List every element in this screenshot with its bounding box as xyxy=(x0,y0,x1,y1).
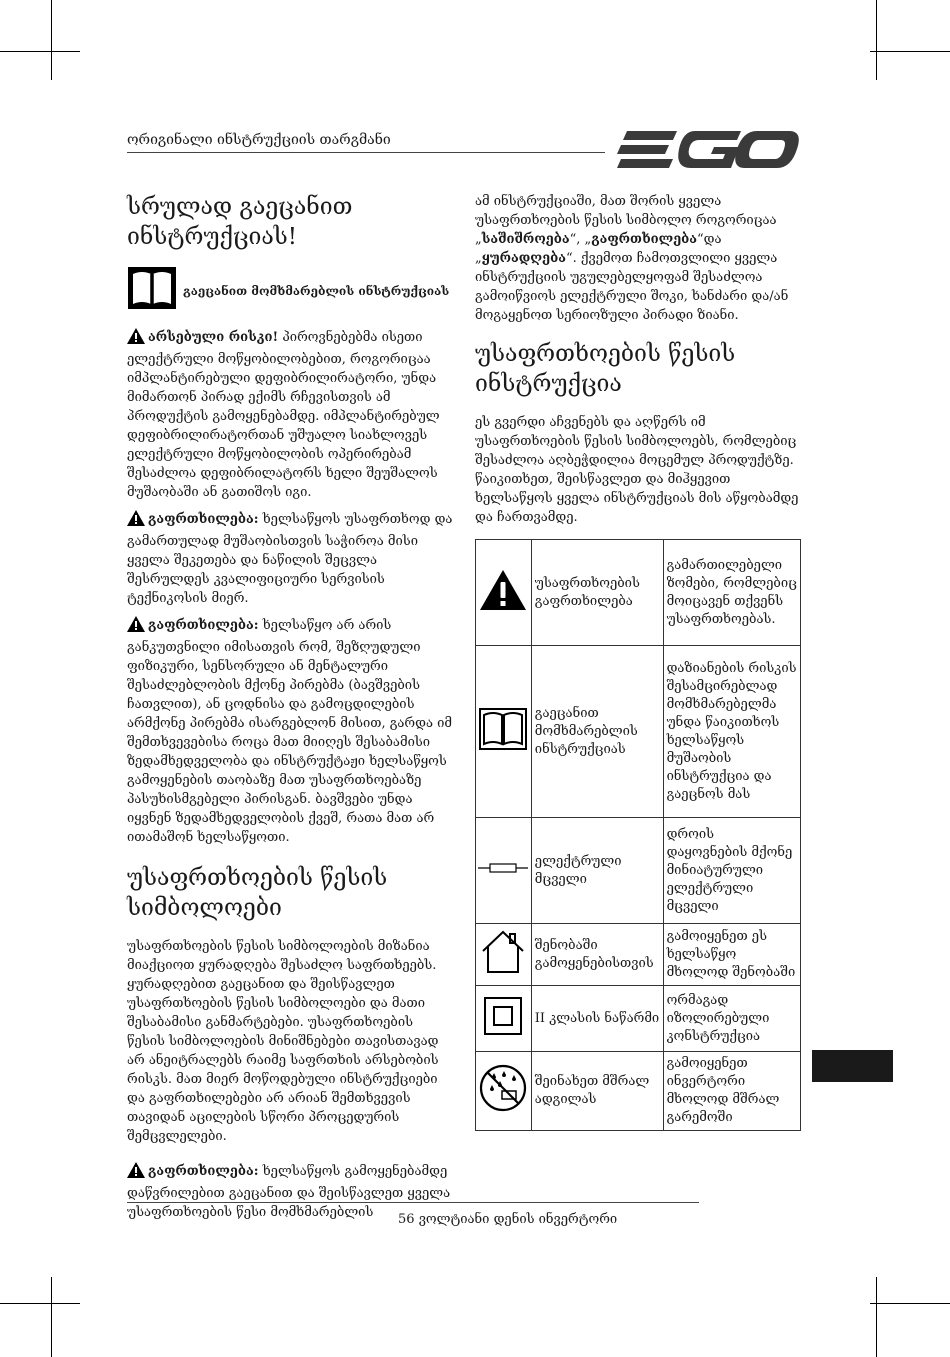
page-footer xyxy=(398,1212,617,1227)
heading-read-manual: სრულად გაეცანით ინსტრუქციას! xyxy=(127,194,353,250)
table-row xyxy=(476,986,801,1052)
footer-text: ვოლტიანი დენის ინვერტორი xyxy=(418,1212,618,1227)
signal-words-text: ამ ინსტრუქციაში, მათ შორის ყველა უსაფრთხოების წესის სიმბოლო როგორიცაა xyxy=(475,194,777,228)
house-icon xyxy=(476,924,532,986)
warning-lead: გაფრთხილება: xyxy=(148,1164,259,1179)
symbol-desc: დროის დაყოვნების მქონე მინიატურული ელექტრული მცველი xyxy=(663,818,800,924)
ego-logo xyxy=(617,129,799,175)
fuse-icon xyxy=(476,818,532,924)
symbol-desc: ორმაგად იზოლირებული კონსტრუქცია xyxy=(663,986,800,1052)
table-row xyxy=(476,646,801,818)
signal-separator: “და „ xyxy=(475,232,722,266)
residual-risk-lead: არსებული რისკი! xyxy=(148,330,279,345)
signal-caution: ყურადღება xyxy=(481,251,566,266)
symbol-desc: გამოიყენეთ ინვერტორი მხოლოდ მშრალ გარემოში xyxy=(663,1052,800,1131)
symbol-desc: გამოიყენეთ ეს ხელსაწყო მხოლოდ შენობაში xyxy=(663,924,800,986)
warning-service-text: ხელსაწყოს უსაფრთხოდ და გამართულად მუშაობისთვის საჭიროა მისი ყველა შეკეთება და ნაწილის შეცვლა შესრულდეს კვალიფიციური სერვისის ტექნიკოსის მიერ. xyxy=(127,512,453,606)
page-header: ორიგინალი ინსტრუქციის თარგმანი xyxy=(127,132,391,148)
table-row xyxy=(476,924,801,986)
table-row xyxy=(476,540,801,646)
table-row xyxy=(476,1052,801,1131)
footer-rule xyxy=(127,1202,699,1203)
keep-dry-icon xyxy=(476,1052,532,1131)
symbol-desc: დაზიანების რისკის შესამცირებლად მომხმარებელმა უნდა წაიკითხოს ხელსაწყოს მუშაობის ინსტრუქცია და გაეცნოს მას xyxy=(663,646,800,818)
warning-triangle-icon xyxy=(127,510,145,532)
signal-warning: გაფრთხილება xyxy=(591,232,698,247)
safety-symbols-paragraph: უსაფრთხოების წესის სიმბოლოების მიზანია მიაქციოთ ყურადღება შესაძლო საფრთხეებს. ყურადღებით გაეცანით და შეისწავლეთ უსაფრთხოების წესის სიმბოლოები და მათი შესაბამისი განმარტებები. უსაფრთხოების წესის სიმბოლოების მინიშნებები თავისთავად არ ანეიტრალებს რაიმე საფრთხის არსებობის რისკს. მათ მიერ მოწოდებული ინსტრუქციები და გაფრთხილებები არ არიან შემთხვევის თავიდან აცილების სწორი პროცედურის შემცვლელები. xyxy=(127,939,439,1144)
header-rule xyxy=(127,152,605,153)
warning-lead: გაფრთხილება: xyxy=(148,512,259,527)
warning-children-paragraph xyxy=(127,616,453,847)
book-icon xyxy=(127,266,177,316)
signal-separator: “, „ xyxy=(569,232,592,247)
warning-triangle-icon xyxy=(127,328,145,350)
table-row xyxy=(476,818,801,924)
symbol-name: II კლასის ნაწარმი xyxy=(531,986,663,1052)
warning-service-paragraph xyxy=(127,510,453,608)
warning-triangle-icon xyxy=(127,616,145,638)
section-tab xyxy=(812,1050,893,1082)
warning-triangle-icon xyxy=(476,540,532,646)
signal-words-paragraph: ამ ინსტრუქციაში, მათ შორის ყველა უსაფრთხოების წესის სიმბოლო როგორიცაა „საშიშროება“, „გაფრთხილება“და „ყურადღება“. ქვემოთ ჩამოთვლილი ყველა ინსტრუქციის უგულებელყოფამ შესაძლოა გამოიწვიოს ელექტრული შოკი, ხანძარი და/ან მოგაყენოთ სერიოზული პირადი ზიანი. xyxy=(475,194,789,323)
residual-risk-text: პიროვნებებმა ისეთი ელექტრული მოწყობილობებით, როგორიცაა იმპლანტირებული დეფიბრილირატორი, უნდა მიმართონ პირად ექიმს რჩევისთვის ამ პროდუქტის გამოყენებამდე. იმპლანტირებულ დეფიბრილირატორთან უშუალო სიახლოვეს ელექტრული მოწყობილობის ოპერირებამ შესაძლოა დეფიბრილატორს ხელი შეუშალოს მუშაობაში ან გათიშოს იგი. xyxy=(127,330,440,500)
symbol-name: შენობაში გამოყენებისთვის xyxy=(531,924,663,986)
right-column xyxy=(475,192,803,1131)
class-ii-icon xyxy=(476,986,532,1052)
heading-safety-instructions: უსაფრთხოების წესის ინსტრუქცია xyxy=(475,341,736,397)
symbol-name: შეინახეთ მშრალ ადგილას xyxy=(531,1052,663,1131)
warning-children-text: ხელსაწყო არ არის განკუთვნილი იმისათვის რომ, შეზღუდული ფიზიკური, სენსორული ან მენტალური შესაძლებლობის მქონე პირებმა (ბავშვების ჩათვლით), ან ცოდნისა და გამოცდილების არმქონე პირებმა ისარგებლონ მისით, გარდა იმ შემთხვევებისა როცა მათ მიიღეს შესაბამისი ზედამხედველობა და ინსტრუქტაჟი ხელსაწყოს გამოყენების თაობაზე მათ უსაფრთხოებაზე პასუხისმგებელი პირისგან. ბავშვები უნდა იყვნენ ზედამხედველობის ქვეშ, რათა მათ არ ითამაშონ ხელსაწყოთი. xyxy=(127,618,453,845)
read-manual-label: გაეცანით მომხმარებლის ინსტრუქციას xyxy=(183,284,450,298)
symbol-desc: გამართილებელი ზომები, რომლებიც მოიცავენ თქვენს უსაფრთხოებას. xyxy=(663,540,800,646)
symbol-name: ელექტრული მცველი xyxy=(531,818,663,924)
signal-words-text-end: “. ქვემოთ ჩამოთვლილი ყველა ინსტრუქციის უგულებელყოფამ შესაძლოა გამოიწვიოს ელექტრული შოკი, ხანძარი და/ან მოგაყენოთ სერიოზული პირადი ზიანი. xyxy=(475,251,789,323)
page-number: 56 xyxy=(398,1212,415,1227)
symbol-name: უსაფრთხოების გაფრთხილება xyxy=(531,540,663,646)
book-icon xyxy=(476,646,532,818)
read-manual-note xyxy=(127,266,453,316)
warning-triangle-icon xyxy=(127,1162,145,1184)
signal-danger: საშიშროება xyxy=(481,232,570,247)
warning-read-rules-text: ხელსაწყოს გამოყენებამდე დაწვრილებით გაეცანით და შეისწავლეთ ყველა უსაფრთხოების წესი მომხმარებლის xyxy=(127,1164,451,1220)
warning-lead: გაფრთხილება: xyxy=(148,618,259,633)
left-column xyxy=(127,192,453,1230)
safety-instructions-paragraph: ეს გვერდი აჩვენებს და აღწერს იმ უსაფრთხოების წესის სიმბოლოებს, რომლებიც შესაძლოა აღბეჭდილია მოცემულ პროდუქტზე. წაიკითხეთ, შეისწავლეთ და მიჰყევით ხელსაწყოს ყველა ინსტრუქციას მის აწყობამდე და ჩართვამდე. xyxy=(475,415,799,525)
safety-symbols-table xyxy=(475,539,801,1131)
heading-safety-symbols: უსაფრთხოების წესის სიმბოლოები xyxy=(127,865,388,921)
residual-risk-paragraph xyxy=(127,328,453,502)
symbol-name: გაეცანით მომხმარებლის ინსტრუქციას xyxy=(531,646,663,818)
